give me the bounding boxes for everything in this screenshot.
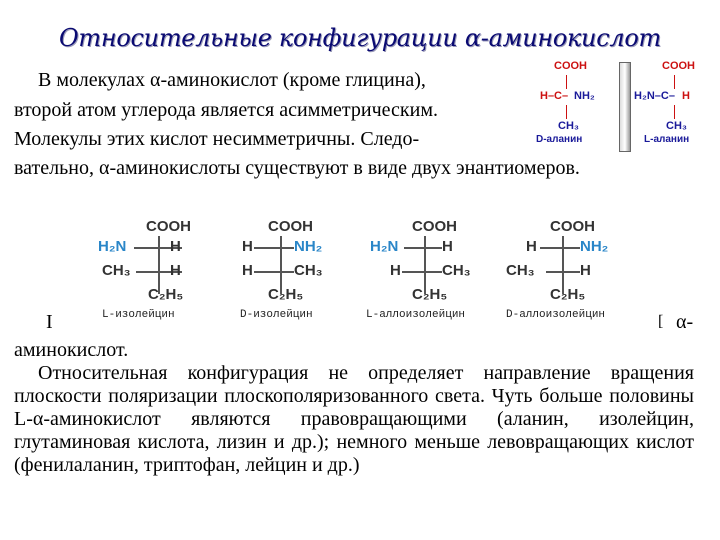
fragment-bracket: [ (658, 313, 664, 330)
d-isoleucine-structure (240, 218, 360, 308)
d-ala-hc: H–C– (540, 90, 569, 102)
fragment-left: I (46, 311, 53, 333)
l-isoleucine-structure (96, 218, 216, 308)
d-ala-ch3: CH₃ (558, 120, 579, 132)
substituent-left-1: H (242, 238, 253, 255)
substituent-left-2: H (242, 262, 253, 279)
d-ala-nh2: NH₂ (574, 90, 595, 102)
substituent-right-1: NH₂ (294, 238, 323, 255)
substituent-left-1: H₂N (370, 238, 399, 255)
ethyl-group: C₂H₅ (550, 286, 586, 303)
l-isoleucine-label: L-изолейцин (102, 309, 175, 321)
d-alloisoleucine-structure (506, 218, 626, 308)
page-title: Относительные конфигурации α-аминокислот (59, 24, 661, 52)
intro-line-3: Молекулы этих кислот несимметричны. Следо- (14, 128, 420, 150)
d-ala-cooh: COOH (554, 60, 587, 72)
cooh-group: COOH (146, 218, 191, 235)
l-ala-h: H (682, 90, 690, 102)
cooh-group: COOH (412, 218, 457, 235)
substituent-right-1: H (170, 238, 181, 255)
ethyl-group: C₂H₅ (412, 286, 448, 303)
l-ala-h2nc: H₂N–C– (634, 90, 675, 102)
substituent-right-1: NH₂ (580, 238, 609, 255)
body-line-1: аминокислот. (14, 339, 129, 361)
d-alanine-structure (530, 60, 610, 150)
substituent-left-1: H₂N (98, 238, 127, 255)
substituent-left-2: CH₃ (506, 262, 535, 279)
d-isoleucine-label: D-изолейцин (240, 309, 313, 321)
cooh-group: COOH (268, 218, 313, 235)
substituent-left-2: CH₃ (102, 262, 131, 279)
l-ala-cooh: COOH (662, 60, 695, 72)
ethyl-group: C₂H₅ (268, 286, 304, 303)
substituent-left-1: H (526, 238, 537, 255)
mirror-plane (619, 62, 631, 152)
l-ala-ch3: CH₃ (666, 120, 687, 132)
intro-line-4: вательно, α-аминокислоты существуют в виде двух энантиомеров. (14, 157, 580, 179)
substituent-right-1: H (442, 238, 453, 255)
body-paragraph: Относительная конфигурация не определяет направление вращения плоскости поляризации плоскополяризованного света. Чуть больше половины L-α-аминокислот являются правовращающими (аланин, изолейцин, глутаминовая кислота, лизин и др.); немного меньше левовращающих кислот (фенилаланин, триптофан, лейцин и др.) (14, 362, 694, 476)
intro-line-1: В молекулах α-аминокислот (кроме глицина), (38, 69, 426, 91)
l-alloisoleucine-label: L-аллоизолейцин (366, 309, 466, 321)
cooh-group: COOH (550, 218, 595, 235)
l-alloisoleucine-structure (368, 218, 488, 308)
substituent-right-2: CH₃ (294, 262, 323, 279)
substituent-right-2: H (170, 262, 181, 279)
d-alanine-label: D-аланин (536, 134, 583, 145)
ethyl-group: C₂H₅ (148, 286, 184, 303)
substituent-left-2: H (390, 262, 401, 279)
fragment-alpha: α- (676, 311, 694, 333)
substituent-right-2: CH₃ (442, 262, 471, 279)
intro-line-2: второй атом углерода является асимметрическим. (14, 99, 438, 121)
d-alloisoleucine-label: D-аллоизолейцин (506, 309, 606, 321)
l-alanine-label: L-аланин (644, 134, 690, 145)
substituent-right-2: H (580, 262, 591, 279)
l-alanine-structure (632, 60, 720, 150)
